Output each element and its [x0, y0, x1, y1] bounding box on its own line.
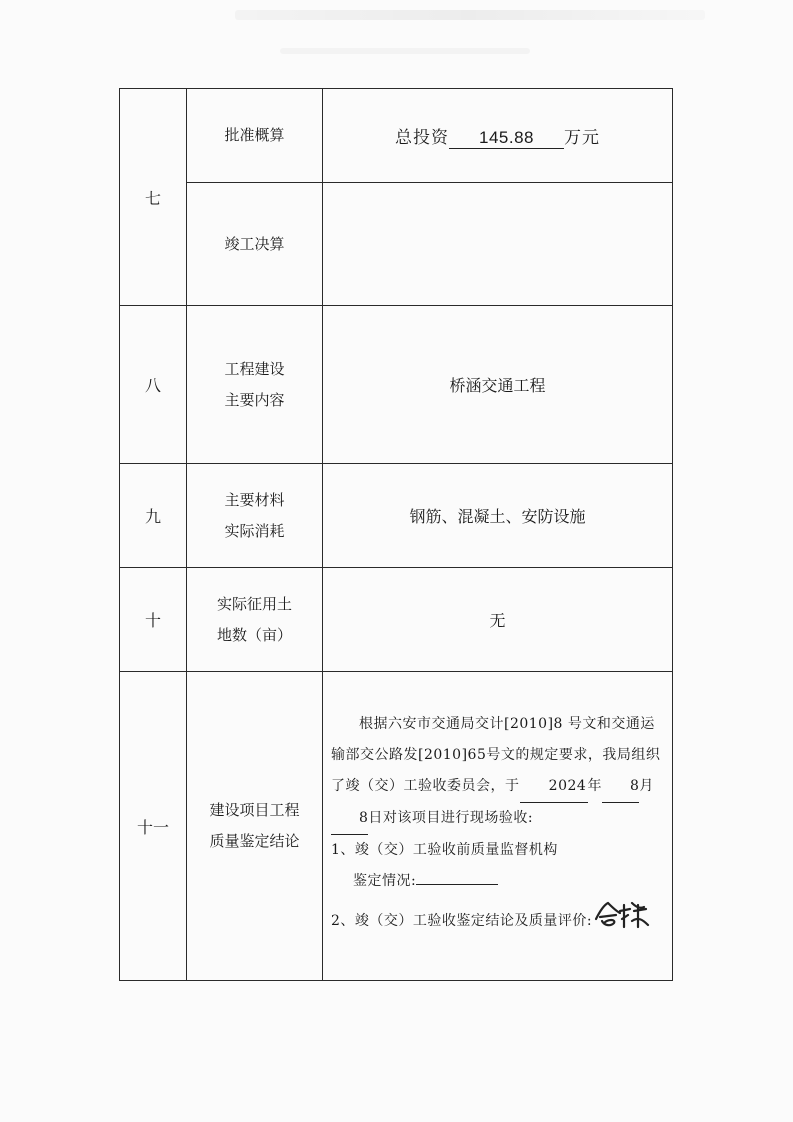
total-investment: 总投资 145.88 万元	[395, 127, 600, 148]
supervision-blank	[416, 870, 498, 885]
budget-value	[323, 89, 673, 183]
land-use-value: 无	[323, 568, 673, 672]
row-num-10: 十	[120, 568, 187, 672]
quality-conclusion-label: 建设项目工程 质量鉴定结论	[187, 672, 323, 981]
materials-value: 钢筋、混凝土、安防设施	[323, 464, 673, 568]
row-num-9: 九	[120, 464, 187, 568]
quality-conclusion-value	[323, 672, 673, 981]
final-account-label: 竣工决算	[187, 183, 323, 306]
row-num-8: 八	[120, 306, 187, 464]
project-info-table	[119, 88, 673, 981]
budget-label: 批准概算	[187, 89, 323, 183]
land-use-label: 实际征用土 地数（亩）	[187, 568, 323, 672]
construction-content-label: 工程建设 主要内容	[187, 306, 323, 464]
item-1: 1、竣（交）工验收前质量监督机构	[331, 842, 558, 858]
acceptance-day: 8	[331, 803, 368, 835]
handwritten-signature	[594, 897, 650, 943]
row-num-7: 七	[120, 89, 187, 306]
construction-content-value: 桥涵交通工程	[323, 306, 673, 464]
acceptance-year: 2024	[520, 771, 588, 803]
total-amount: 145.88	[449, 128, 564, 149]
item-1-sub: 鉴定情况:	[331, 866, 668, 897]
final-account-value	[323, 183, 673, 306]
item-2: 2、竣（交）工验收鉴定结论及质量评价:	[331, 897, 668, 943]
acceptance-month: 8	[602, 771, 639, 803]
acceptance-paragraph: 根据六安市交通局交计[2010]8 号文和交通运输部交公路发[2010]65号文的规定要求，我局组织了竣（交）工验收委员会，于 2024年 8月8日对该项目进行现场验收:	[331, 709, 668, 835]
materials-label: 主要材料 实际消耗	[187, 464, 323, 568]
faint-header-bleed	[235, 10, 705, 20]
row-num-11: 十一	[120, 672, 187, 981]
faint-header-bleed-2	[280, 48, 530, 54]
